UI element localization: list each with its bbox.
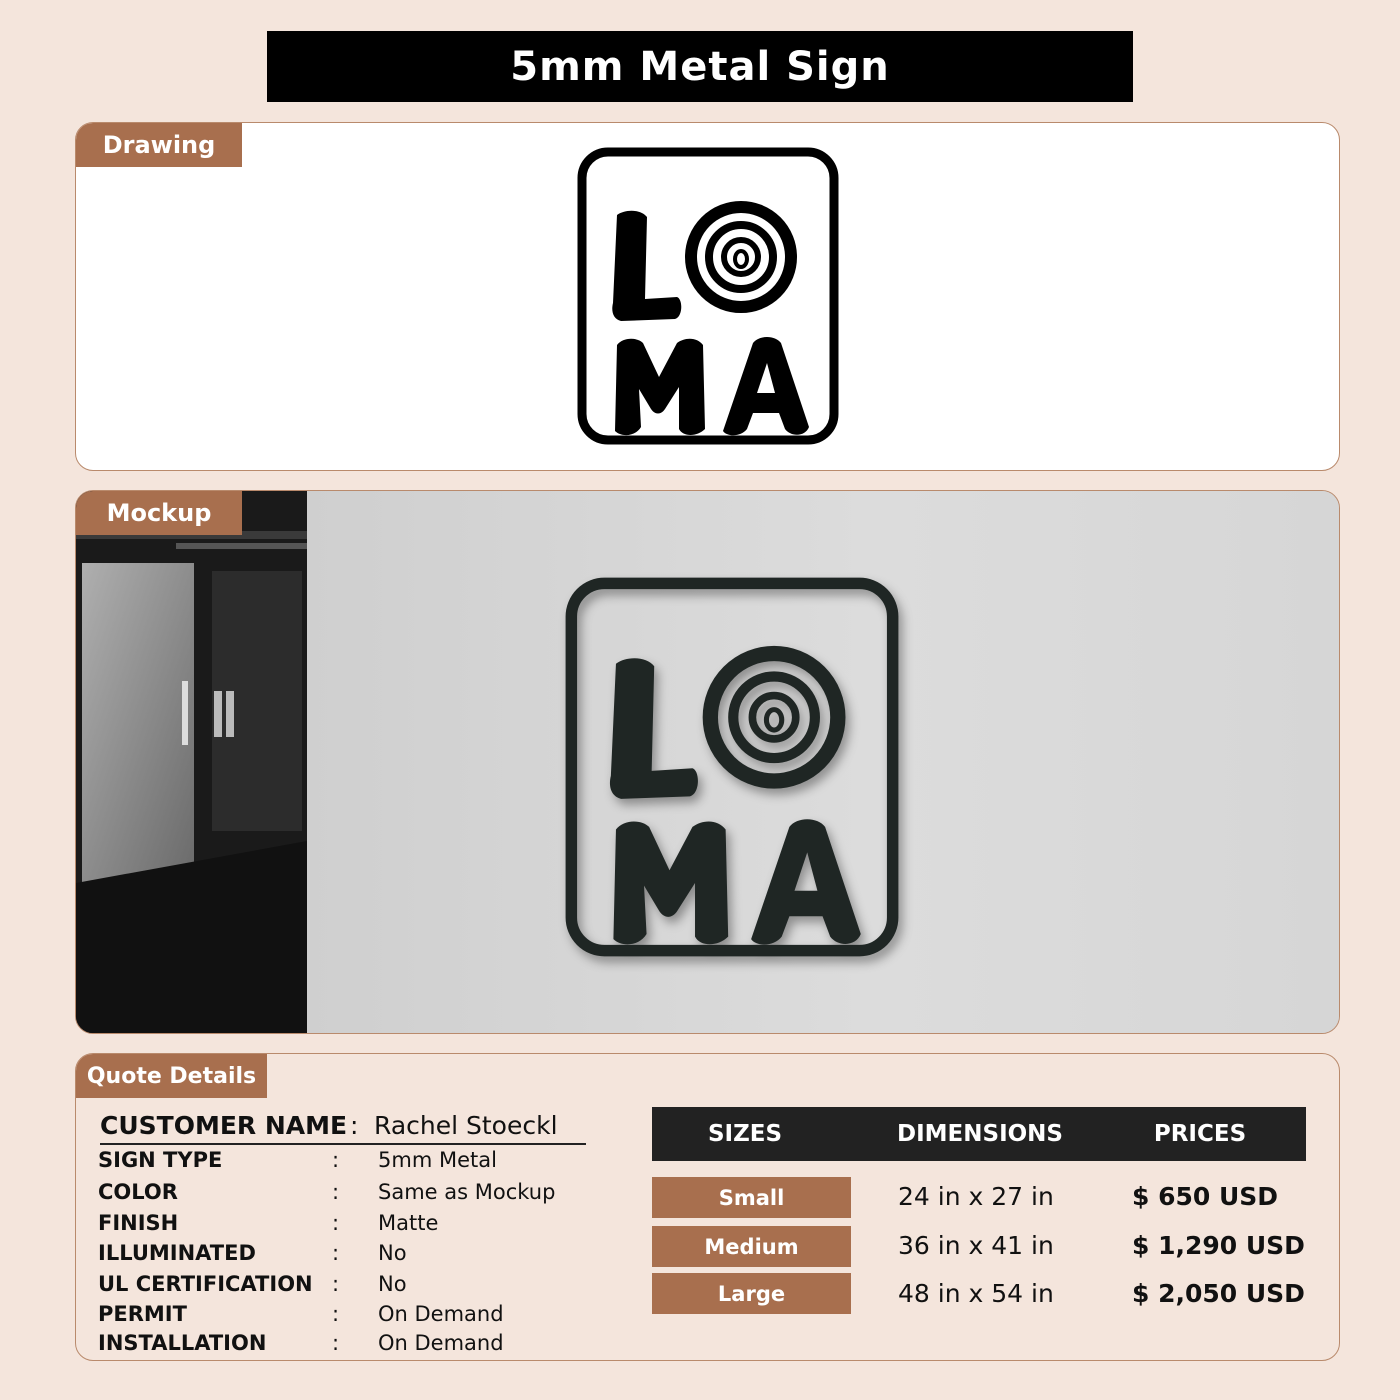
info-row-permit xyxy=(98,1302,504,1326)
logo-letter-l xyxy=(612,211,681,321)
colon: : xyxy=(332,1241,340,1265)
quote-panel xyxy=(75,1053,1340,1361)
mockup-panel xyxy=(75,490,1340,1034)
info-label: PERMIT xyxy=(98,1302,187,1326)
price-medium: $ 1,290 USD xyxy=(1132,1231,1305,1260)
colon: : xyxy=(332,1148,340,1172)
size-badge-small: Small xyxy=(652,1177,851,1218)
info-row-color xyxy=(98,1180,555,1204)
info-value: Same as Mockup xyxy=(378,1180,556,1204)
quote-tab-label: Quote Details xyxy=(76,1054,267,1098)
logo-letter-a xyxy=(723,337,809,435)
info-label: SIGN TYPE xyxy=(98,1148,223,1172)
colon: : xyxy=(332,1272,340,1296)
dimensions-large: 48 in x 54 in xyxy=(898,1279,1054,1308)
office-interior-image xyxy=(76,491,307,1033)
info-label: ILLUMINATED xyxy=(98,1241,256,1265)
price-large: $ 2,050 USD xyxy=(1132,1279,1305,1308)
info-value: On Demand xyxy=(378,1331,504,1355)
colon: : xyxy=(332,1211,340,1235)
logo-letter-m xyxy=(615,339,705,435)
mockup-tab-label: Mockup xyxy=(76,491,242,535)
colon: : xyxy=(332,1331,340,1355)
colon: : xyxy=(332,1180,340,1204)
info-row-ul-certification xyxy=(98,1272,407,1296)
info-row-sign-type xyxy=(98,1148,497,1172)
info-value: No xyxy=(378,1241,407,1265)
info-label: FINISH xyxy=(98,1211,179,1235)
info-value: Matte xyxy=(378,1211,439,1235)
colon: : xyxy=(332,1302,340,1326)
colon: : xyxy=(350,1110,359,1140)
size-badge-medium: Medium xyxy=(652,1226,851,1267)
header-sizes: SIZES xyxy=(707,1121,783,1147)
info-value: On Demand xyxy=(378,1302,504,1326)
info-row-illuminated xyxy=(98,1241,407,1265)
dimensions-medium: 36 in x 41 in xyxy=(898,1231,1054,1260)
info-label: COLOR xyxy=(98,1180,178,1204)
pricing-table-header xyxy=(652,1107,1306,1161)
header-dimensions: DIMENSIONS xyxy=(897,1121,1063,1147)
size-badge-large: Large xyxy=(652,1273,851,1314)
info-value: No xyxy=(378,1272,407,1296)
customer-name-value: Rachel Stoeckl xyxy=(374,1110,558,1140)
page-title: 5mm Metal Sign xyxy=(267,31,1133,102)
info-label: UL CERTIFICATION xyxy=(98,1272,313,1296)
loma-logo-drawing xyxy=(577,147,839,445)
drawing-tab-label: Drawing xyxy=(76,123,242,167)
drawing-panel xyxy=(75,122,1340,471)
info-row-finish xyxy=(98,1211,438,1235)
info-value: 5mm Metal xyxy=(378,1148,497,1172)
info-row-installation xyxy=(98,1331,504,1355)
loma-logo-mockup xyxy=(562,577,902,957)
header-prices: PRICES xyxy=(1153,1121,1247,1147)
price-small: $ 650 USD xyxy=(1132,1182,1279,1211)
customer-name-row xyxy=(100,1107,586,1145)
tree-ring-icon xyxy=(691,207,791,307)
dimensions-small: 24 in x 27 in xyxy=(898,1182,1054,1211)
info-label: INSTALLATION xyxy=(98,1331,267,1355)
customer-name-label: CUSTOMER NAME xyxy=(100,1110,348,1140)
